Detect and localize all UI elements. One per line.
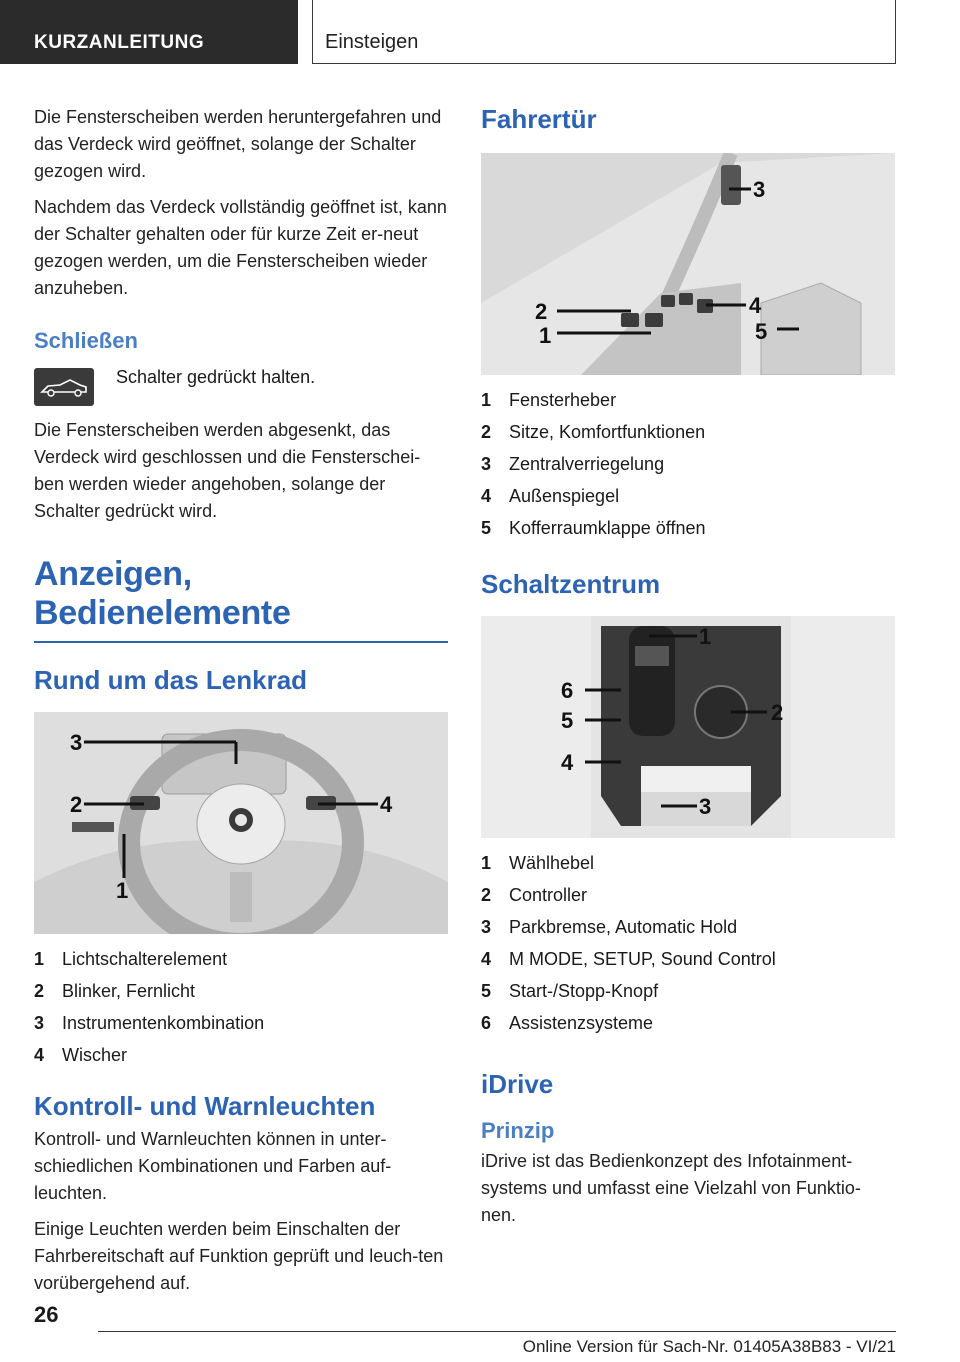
- list-item: 3 Parkbremse, Automatic Hold: [481, 917, 738, 937]
- close-hint: Schalter gedrückt halten.: [116, 367, 316, 387]
- principle-heading: Prinzip: [481, 1118, 555, 1143]
- warning-paragraph-2: Einige Leuchten werden beim Einschalten der Fahrbereitschaft auf Funktion geprüft und leuch-ten vorübergehend auf.: [34, 1218, 444, 1293]
- list-item: 4 Wischer: [34, 1044, 128, 1065]
- footer-rule: [98, 1331, 896, 1332]
- list-item: 4 Außenspiegel: [481, 486, 620, 506]
- list-item: 2 Sitze, Komfortfunktionen: [481, 422, 706, 442]
- door-callout-5: 5: [755, 319, 768, 344]
- warning-lights-heading: Kontroll- und Warnleuchten: [34, 1090, 376, 1121]
- list-item: 3 Instrumentenkombination: [34, 1012, 265, 1033]
- section-tab: [0, 0, 298, 64]
- list-item: 2 Controller: [481, 885, 588, 905]
- steering-callout-2: 2: [70, 791, 83, 817]
- chapter-header: [312, 0, 896, 64]
- door-callout-3: 3: [753, 177, 766, 202]
- idrive-heading: iDrive: [481, 1069, 554, 1099]
- door-callout-2: 2: [535, 299, 548, 324]
- chapter-label: Einsteigen: [325, 31, 419, 53]
- main-heading: Anzeigen, Bedienelemente: [34, 555, 291, 632]
- intro-paragraph-2: Nachdem das Verdeck vollständig geöffnet ist, kann der Schalter gehalten oder für kurze Zeit er-neut gezogen werden, um die Fensterscheiben wieder anzuheben.: [34, 197, 447, 298]
- console-callout-2: 2: [771, 700, 784, 725]
- console-callout-5: 5: [561, 708, 574, 733]
- list-item: 5 Kofferraumklappe öffnen: [481, 518, 706, 538]
- section-label: KURZANLEITUNG: [34, 32, 205, 53]
- steering-callout-4: 4: [380, 791, 393, 817]
- list-item: 4 M MODE, SETUP, Sound Control: [481, 949, 776, 969]
- door-callout-1: 1: [539, 323, 552, 348]
- list-item: 5 Start-/Stopp-Knopf: [481, 981, 659, 1001]
- console-callout-3: 3: [699, 794, 712, 819]
- intro-paragraph-1: Die Fensterscheiben werden heruntergefahren und das Verdeck wird geöffnet, solange der Schalter gezogen wird.: [34, 107, 442, 181]
- left-column: [34, 104, 448, 1306]
- steering-legend: [34, 943, 448, 1071]
- driver-door-heading: Fahrertür: [481, 104, 597, 134]
- console-callout-6: 6: [561, 678, 574, 703]
- steering-callout-1: 1: [116, 877, 129, 903]
- driver-door-image: [481, 153, 895, 375]
- footer-version: Online Version für Sach-Nr. 01405A38B83 - VI/21: [522, 1337, 896, 1356]
- close-instruction: [34, 364, 448, 410]
- steering-callout-3: 3: [70, 729, 83, 755]
- door-legend: [481, 384, 895, 544]
- steering-wheel-image: [34, 712, 448, 934]
- page-number: 26: [34, 1302, 59, 1327]
- right-column: [481, 104, 895, 1238]
- list-item: 1 Fensterheber: [481, 390, 617, 410]
- list-item: 1 Lichtschalterelement: [34, 948, 228, 969]
- list-item: 6 Assistenzsysteme: [481, 1013, 654, 1033]
- console-heading: Schaltzentrum: [481, 569, 661, 599]
- list-item: 1 Wählhebel: [481, 853, 595, 873]
- warning-paragraph-1: Kontroll- und Warnleuchten können in unter-schiedlichen Kombinationen und Farben auf-leuchten.: [34, 1128, 392, 1203]
- principle-paragraph: iDrive ist das Bedienkonzept des Infotainment-systems und umfasst eine Vielzahl von Funktio-nen.: [481, 1151, 861, 1225]
- list-item: 3 Zentralverriegelung: [481, 454, 665, 474]
- door-callout-4: 4: [749, 293, 762, 318]
- console-callout-4: 4: [561, 750, 574, 775]
- center-console-image: [481, 616, 895, 838]
- close-paragraph: Die Fensterscheiben werden abgesenkt, das Verdeck wird geschlossen und die Fensterschei-ben werden wieder angehoben, solange der Schalter gedrückt wird.: [34, 420, 421, 521]
- steering-heading: Rund um das Lenkrad: [34, 664, 308, 695]
- convertible-roof-switch-icon: [34, 368, 94, 406]
- heading-rule: [34, 641, 448, 643]
- close-heading: Schließen: [34, 328, 138, 353]
- list-item: 2 Blinker, Fernlicht: [34, 980, 196, 1001]
- console-legend: [481, 847, 895, 1039]
- console-callout-1: 1: [699, 624, 712, 649]
